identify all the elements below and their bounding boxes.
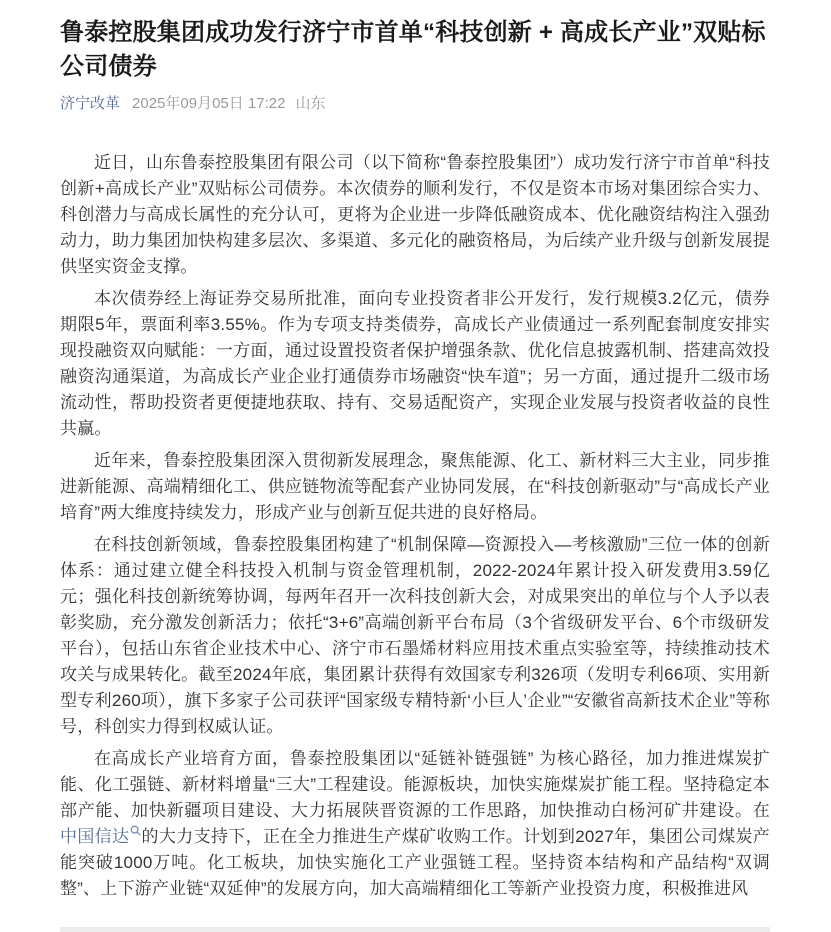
paragraph-4: 在科技创新领域，鲁泰控股集团构建了“机制保障—资源投入—考核激励”三位一体的创新体系：通过建立健全科技投入机制与资金管理机制，2022-2024年累计投入研发费用3.59亿元；强化科技创新统筹协调，每两年召开一次科技创新大会，对成果突出的单位与个人予以表彰奖励，充分激发创新活力；依托“3+6”高端创新平台布局（3个省级研发平台、6个市级研发平台），包括山东省企业技术中心、济宁市石墨烯材料应用技术重点实验室等，持续推动技术攻关与成果转化。截至2024年底，集团累计获得有效国家专利326项（发明专利66项、实用新型专利260项），旗下多家子公司获评“国家级专精特新‘小巨人’企业”“安徽省高新技术企业”等称号，科创实力得到权威认证。 [60,535,770,737]
publish-datetime: 2025年09月05日 17:22 [132,95,286,113]
paragraph-1: 近日，山东鲁泰控股集团有限公司（以下简称“鲁泰控股集团”）成功发行济宁市首单“科技创新+高成长产业”双贴标公司债券。本次债券的顺利发行，不仅是资本市场对集团综合实力、科创潜力与高成长属性的充分认可，更将为企业进一步降低融资成本、优化融资结构注入强劲动力，助力集团加快构建多层次、多渠道、多元化的融资格局，为后续产业升级与创新发展提供坚实资金支撑。 [60,153,770,277]
search-icon [130,825,141,836]
paragraph-3: 近年来，鲁泰控股集团深入贯彻新发展理念，聚焦能源、化工、新材料三大主业，同步推进新能源、高端精细化工、供应链物流等配套产业协同发展，在“科技创新驱动”与“高成长产业培育”两大维度持续发力，形成产业与创新互促共进的良好格局。 [60,451,770,523]
entity-link-label: 中国信达 [60,827,130,847]
author-account-link[interactable]: 济宁改革 [60,95,121,113]
article-body [60,150,770,902]
paragraph-5-text-before: 在高成长产业培育方面，鲁泰控股集团以“延链补链强链” 为核心路径，加力推进煤炭扩能、化工强链、新材料增量“三大”工程建设。能源板块，加快实施煤炭扩能工程。坚持稳定本部产能、加快新疆项目建设、大力拓展陕晋资源的工作思路，加快推动白杨河矿井建设。在 [60,749,770,821]
article-meta [60,93,770,114]
article-title: 鲁泰控股集团成功发行济宁市首单“科技创新 + 高成长产业”双贴标公司债券 [60,19,766,80]
paragraph-5-text-after: 的大力支持下，正在全力推进生产煤矿收购工作。计划到2027年，集团公司煤炭产能突破1000万吨。化工板块，加快实施化工产业强链工程。坚持资本结构和产品结构“双调整”、上下游产业链“双延伸”的发展方向，加大高端精细化工等新产业投资力度，积极推进风 [60,827,770,899]
next-content-block-edge [60,927,770,932]
paragraph-2: 本次债券经上海证券交易所批准，面向专业投资者非公开发行，发行规模3.2亿元，债券期限5年，票面利率3.55%。作为专项支持类债券，高成长产业债通过一系列配套制度安排实现投融资双向赋能：一方面，通过设置投资者保护增强条款、优化信息披露机制、搭建高效投融资沟通渠道，为高成长产业企业打通债券市场融资“快车道”；另一方面，通过提升二级市场流动性，帮助投资者更便捷地获取、持有、交易适配资产，实现企业发展与投资者收益的良性共赢。 [60,289,770,439]
publish-location: 山东 [295,95,326,113]
entity-link-zhongguo-xinda[interactable] [60,827,141,846]
paragraph-5 [60,746,770,902]
